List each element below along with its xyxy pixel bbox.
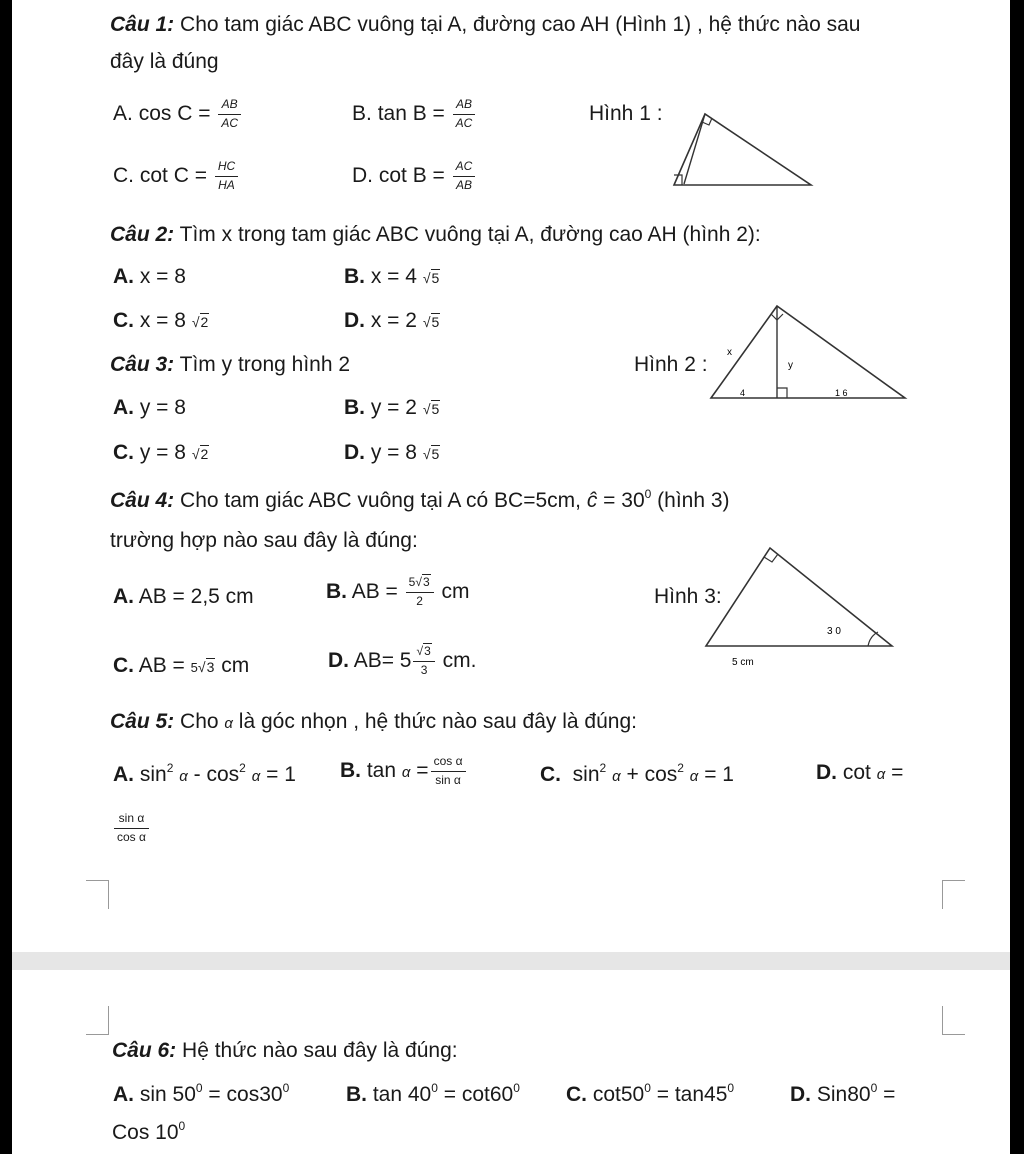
q2-option-c: C. x = 8 √2 bbox=[113, 309, 209, 332]
document-page-1 bbox=[12, 0, 1010, 952]
figure-1-triangle bbox=[668, 108, 818, 190]
q3-label: Câu 3: bbox=[110, 353, 175, 376]
q5-option-a: A. $\sin^2 \alpha - \cos^2 \alpha = 1$ bbox=[113, 761, 296, 786]
q6-label: Câu 6: bbox=[112, 1039, 177, 1062]
q6-option-d: D. $Sin80^0$ = bbox=[790, 1081, 896, 1106]
q1-label: Câu 1: bbox=[110, 13, 175, 36]
q1-option-b: B. tan B = $\frac{AB}{AC}$ bbox=[352, 98, 477, 131]
q3-option-a: A. y = 8 bbox=[113, 396, 186, 419]
page-corner-mark bbox=[942, 880, 965, 909]
figure-3-triangle bbox=[700, 540, 900, 670]
q4-label: Câu 4: bbox=[110, 489, 175, 512]
page-corner-mark bbox=[86, 880, 109, 909]
q2-option-a: A. x = 8 bbox=[113, 265, 186, 288]
q5-option-d: D. cot α = bbox=[816, 761, 904, 784]
q5-label: Câu 5: bbox=[110, 710, 175, 733]
page-separator bbox=[12, 952, 1010, 970]
q6-option-c: C. $\cot 50^0 = \tan 45^0$ bbox=[566, 1081, 735, 1106]
q4-option-a: A. AB = 2,5 cm bbox=[113, 585, 254, 608]
q5-question: Câu 5: Cho α là góc nhọn , hệ thức nào sau đây là đúng: bbox=[110, 710, 637, 733]
q4-option-d: D. AB= 5 $\frac{√3}{3}$ cm. bbox=[328, 644, 477, 677]
figure-2-y-label: y bbox=[788, 360, 793, 371]
q6-question: Câu 6: Hệ thức nào sau đây là đúng: bbox=[112, 1039, 458, 1062]
q6-option-b: B. $\tan 40^0 = \cot 60^0$ bbox=[346, 1081, 520, 1106]
figure-1-label: Hình 1 : bbox=[589, 102, 663, 125]
page-corner-mark bbox=[942, 1006, 965, 1035]
q1-option-d: D. cot B = $\frac{AC}{AB}$ bbox=[352, 160, 477, 193]
q2-label: Câu 2: bbox=[110, 223, 175, 246]
q4-option-c: C. AB = 5√3 cm bbox=[113, 654, 250, 677]
figure-2-x-label: x bbox=[727, 347, 732, 358]
figure-3-label: Hình 3: bbox=[654, 585, 722, 608]
q6-option-a: A. $\sin 50^0 = \cos 30^0$ bbox=[113, 1081, 290, 1106]
q1-option-a: A. cos C = $\frac{AB}{AC}$ bbox=[113, 98, 243, 131]
page-corner-mark bbox=[86, 1006, 109, 1035]
figure-2-triangle bbox=[705, 300, 915, 404]
q3-question: Câu 3: Tìm y trong hình 2 bbox=[110, 353, 351, 376]
q3-option-d: D. y = 8 √5 bbox=[344, 441, 440, 464]
q4-option-b: B. AB = $\frac{5√3}{2}$ cm bbox=[326, 575, 470, 608]
figure-3-30-label: 3 0 bbox=[827, 626, 841, 637]
q3-option-b: B. y = 2 √5 bbox=[344, 396, 440, 419]
figure-3-5cm-label: 5 cm bbox=[732, 657, 754, 668]
q3-option-c: C. y = 8 √2 bbox=[113, 441, 209, 464]
q4-line1: Câu 4: Cho tam giác ABC vuông tại A có BC=5cm, ĉ = $30^0$ (hình 3) bbox=[110, 487, 730, 512]
q2-option-d: D. x = 2 √5 bbox=[344, 309, 440, 332]
q1-line2: đây là đúng bbox=[110, 50, 219, 73]
q1-option-c: C. cot C = $\frac{HC}{HA}$ bbox=[113, 160, 240, 193]
figure-2-label: Hình 2 : bbox=[634, 353, 708, 376]
q4-line2: trường hợp nào sau đây là đúng: bbox=[110, 529, 418, 552]
q1-line1: Câu 1: Cho tam giác ABC vuông tại A, đường cao AH (Hình 1) , hệ thức nào sau bbox=[110, 13, 861, 36]
q5-option-c: C. $\sin^2 \alpha + \cos^2 \alpha = 1$ bbox=[540, 761, 734, 786]
q6-option-d-line2: Cos $10^0$ bbox=[112, 1119, 186, 1144]
q5-option-d-fraction: $\frac{\text{sin α}}{\text{cos α}}$ bbox=[112, 812, 151, 845]
q5-option-b: B. tan α = $\frac{\text{cos α}}{\text{sin α}}$ bbox=[340, 755, 468, 788]
q2-option-b: B. x = 4 √5 bbox=[344, 265, 440, 288]
figure-2-4-label: 4 bbox=[740, 388, 746, 398]
figure-2-16-label: 1 6 bbox=[835, 388, 848, 398]
q2-question: Câu 2: Tìm x trong tam giác ABC vuông tại A, đường cao AH (hình 2): bbox=[110, 223, 761, 246]
